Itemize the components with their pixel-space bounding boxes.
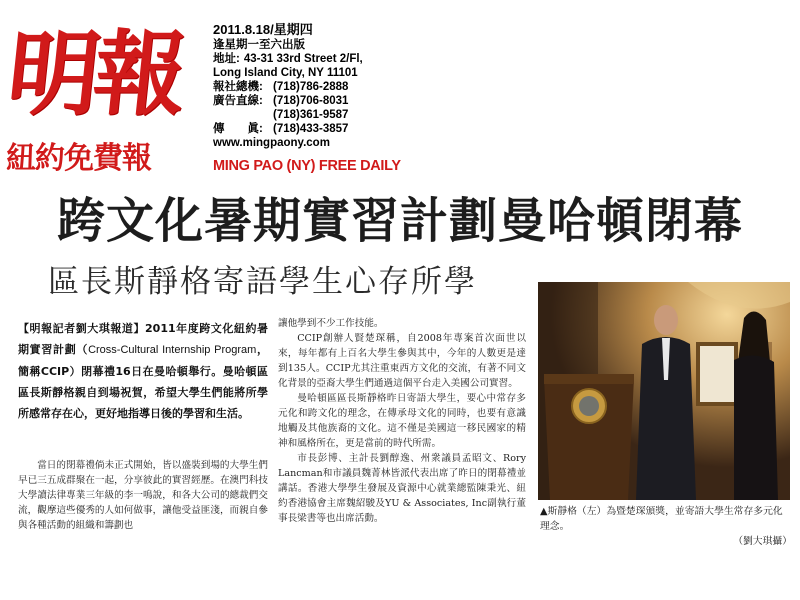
masthead-logo: 明報 <box>2 20 186 128</box>
caption-text: ▲斯靜格（左）為暨楚琛頒獎，並寄語大學生常存多元化理念。 <box>540 506 783 532</box>
fax-number: (718)433-3857 <box>273 123 349 135</box>
article-photo <box>538 282 790 500</box>
publication-schedule: 逢星期一至六出版 <box>213 39 305 51</box>
address-line2: Long Island City, NY 11101 <box>213 67 358 79</box>
article-headline: 跨文化暑期實習計劃曼哈頓閉幕 <box>56 193 743 249</box>
lead-english-name: Cross-Cultural Internship Program <box>88 344 257 356</box>
address-label: 地址: <box>213 53 240 65</box>
article-paragraph-4: 市長彭博、主計長劉醇逸、州衆議員孟昭文、Rory Lancman和市議員魏菁林皆派代表出席了昨日的閉幕禮並講話。香港大學學生發展及資源中心就業總監陳秉光、紐約香港協會主席魏紹駿及YU & Associates, Inc副執行董事長梁書等也出席活動。 <box>278 453 526 524</box>
photo-credit: （劉大琪攝） <box>733 536 792 547</box>
article-column-2 <box>278 316 526 526</box>
main-phone-label: 報社總機: <box>213 81 263 93</box>
article-paragraph-2: CCIP創辦人賢楚琛稱，自2008年專案首次面世以來，每年都有上百名大學生參與其中，今年的人數更是達到135人。CCIP尤其注重東西方文化的交流，有著不同文化背景的亞裔大學生們通過這個平台走入美國公司實習。 <box>278 333 526 389</box>
publication-info <box>213 22 443 150</box>
lead-text-2: ，簡稱CCIP）閉幕禮16日在曼哈頓舉行。曼哈頓區區長斯靜格親自到場祝賀，希望大學生們能將所學所感常存在心，更好地指導日後的學習和生活。 <box>18 343 269 420</box>
ad-phone-1: (718)706-8031 <box>273 95 349 107</box>
photo-illustration <box>538 282 790 500</box>
ad-phone-row <box>213 94 443 108</box>
address-row <box>213 52 443 66</box>
fax-label: 傳 眞: <box>213 123 263 135</box>
main-phone: (718)786-2888 <box>273 81 349 93</box>
english-masthead: MING PAO (NY) FREE DAILY <box>213 158 401 174</box>
website[interactable]: www.mingpaony.com <box>213 137 330 149</box>
ad-phone-2: (718)361-9587 <box>273 109 349 121</box>
issue-date: 2011.8.18/星期四 <box>213 22 313 37</box>
photo-caption <box>540 504 792 549</box>
main-phone-row <box>213 80 443 94</box>
lead-text-1: 【明報記者劉大琪報道】2011年度跨文化紐約暑期實習計劃（ <box>18 322 268 356</box>
article-paragraph-1-continued: 讓他學到不少工作技能。 <box>278 318 384 329</box>
article-lead <box>18 318 268 424</box>
article-column-1 <box>18 458 268 533</box>
masthead-subtitle: 紐約免費報 <box>6 141 151 176</box>
article-paragraph-3: 曼哈頓區區長斯靜格昨日寄語大學生，要心中常存多元化和跨文化的理念，在傳承母文化的同時，也要有意識地觸及其他族裔的文化。這不僅是美國這一移民國家的精神和風格所在，更是當前的時代所需。 <box>278 393 526 449</box>
fax-row <box>213 122 443 136</box>
article-paragraph-1: 當日的閉幕禮倘未正式開始，皆以盛裝到場的大學生們早已三五成群聚在一起，分享彼此的實習經歷。在澳門科技大學讀法律專業三年級的李一鳴說，和各大公司的總裁們交流，觀摩這些優秀的人如何做事，讓他受益匪淺，而親自參與各種活動的組織和籌劃也 <box>18 460 268 531</box>
article-subheadline: 區長斯靜格寄語學生心存所學 <box>48 264 477 300</box>
ad-phone-label: 廣告直線: <box>213 95 263 107</box>
address-line1: 43-31 33rd Street 2/Fl, <box>243 53 363 65</box>
